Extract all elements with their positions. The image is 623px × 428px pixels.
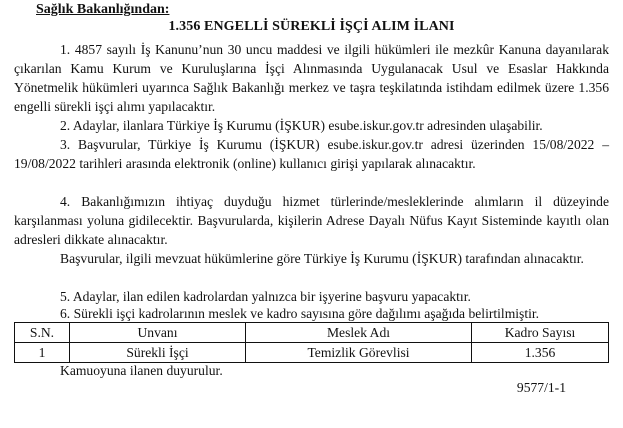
header-title: Unvanı [70, 323, 246, 343]
paragraph-4-continued: Başvurular, ilgili mevzuat hükümlerine göre Türkiye İş Kurumu (İŞKUR) tarafından alınacaktır. [60, 251, 584, 266]
table-header-row [15, 323, 609, 343]
paragraph-2: 2. Adaylar, ilanlara Türkiye İş Kurumu (İŞKUR) esube.iskur.gov.tr adresinden ulaşabilir. [60, 118, 543, 133]
cell-positions-count: 1.356 [472, 343, 609, 363]
cell-sn: 1 [15, 343, 70, 363]
header-positions-count: Kadro Sayısı [472, 323, 609, 343]
paragraph-4: 4. Bakanlığımızın ihtiyaç duyduğu hizmet türlerinde/mesleklerinde alımların il düzeyinde karşılanması yoluna gidilecektir. Başvurularda, kişilerin Adrese Dayalı Nüfus Kayıt Sisteminde kayıtlı olan adresleri dikkate alınacaktır. [14, 194, 609, 247]
cell-profession: Temizlik Görevlisi [246, 343, 472, 363]
header-sn: S.N. [15, 323, 70, 343]
positions-table [14, 322, 609, 363]
paragraph-6: 6. Sürekli işçi kadrolarının meslek ve kadro sayısına göre dağılımı aşağıda belirtilmiştir. [60, 306, 540, 321]
closing-statement: Kamuoyuna ilanen duyurulur. [60, 363, 223, 378]
reference-number: 9577/1-1 [516, 380, 566, 395]
table-row [15, 343, 609, 363]
ministry-heading: Sağlık Bakanlığından: [36, 2, 170, 17]
announcement-title: 1.356 ENGELLİ SÜREKLİ İŞÇİ ALIM İLANI [168, 19, 455, 34]
paragraph-1: 1. 4857 sayılı İş Kanunu’nun 30 uncu maddesi ve ilgili hükümleri ile mezkûr Kanuna dayanılarak çıkarılan Kamu Kurum ve Kuruluşlarına İşçi Alınmasında Uygulanacak Usul ve Esaslar Hakkında Yönetmelik hükümleri uyarınca Sağlık Bakanlığı merkez ve taşra teşkilatında istihdam edilmek üzere 1.356 engelli sürekli işçi alımı yapılacaktır. [14, 42, 609, 114]
header-profession: Meslek Adı [246, 323, 472, 343]
paragraph-5: 5. Adaylar, ilan edilen kadrolardan yalnızca bir işyerine başvuru yapacaktır. [60, 289, 471, 304]
cell-title: Sürekli İşçi [70, 343, 246, 363]
paragraph-3: 3. Başvurular, Türkiye İş Kurumu (İŞKUR) esube.iskur.gov.tr adresi üzerinden 15/08/2022 – 19/08/2022 tarihleri arasında elektronik (online) kullanıcı girişi yapılarak alınacaktır. [14, 137, 609, 171]
